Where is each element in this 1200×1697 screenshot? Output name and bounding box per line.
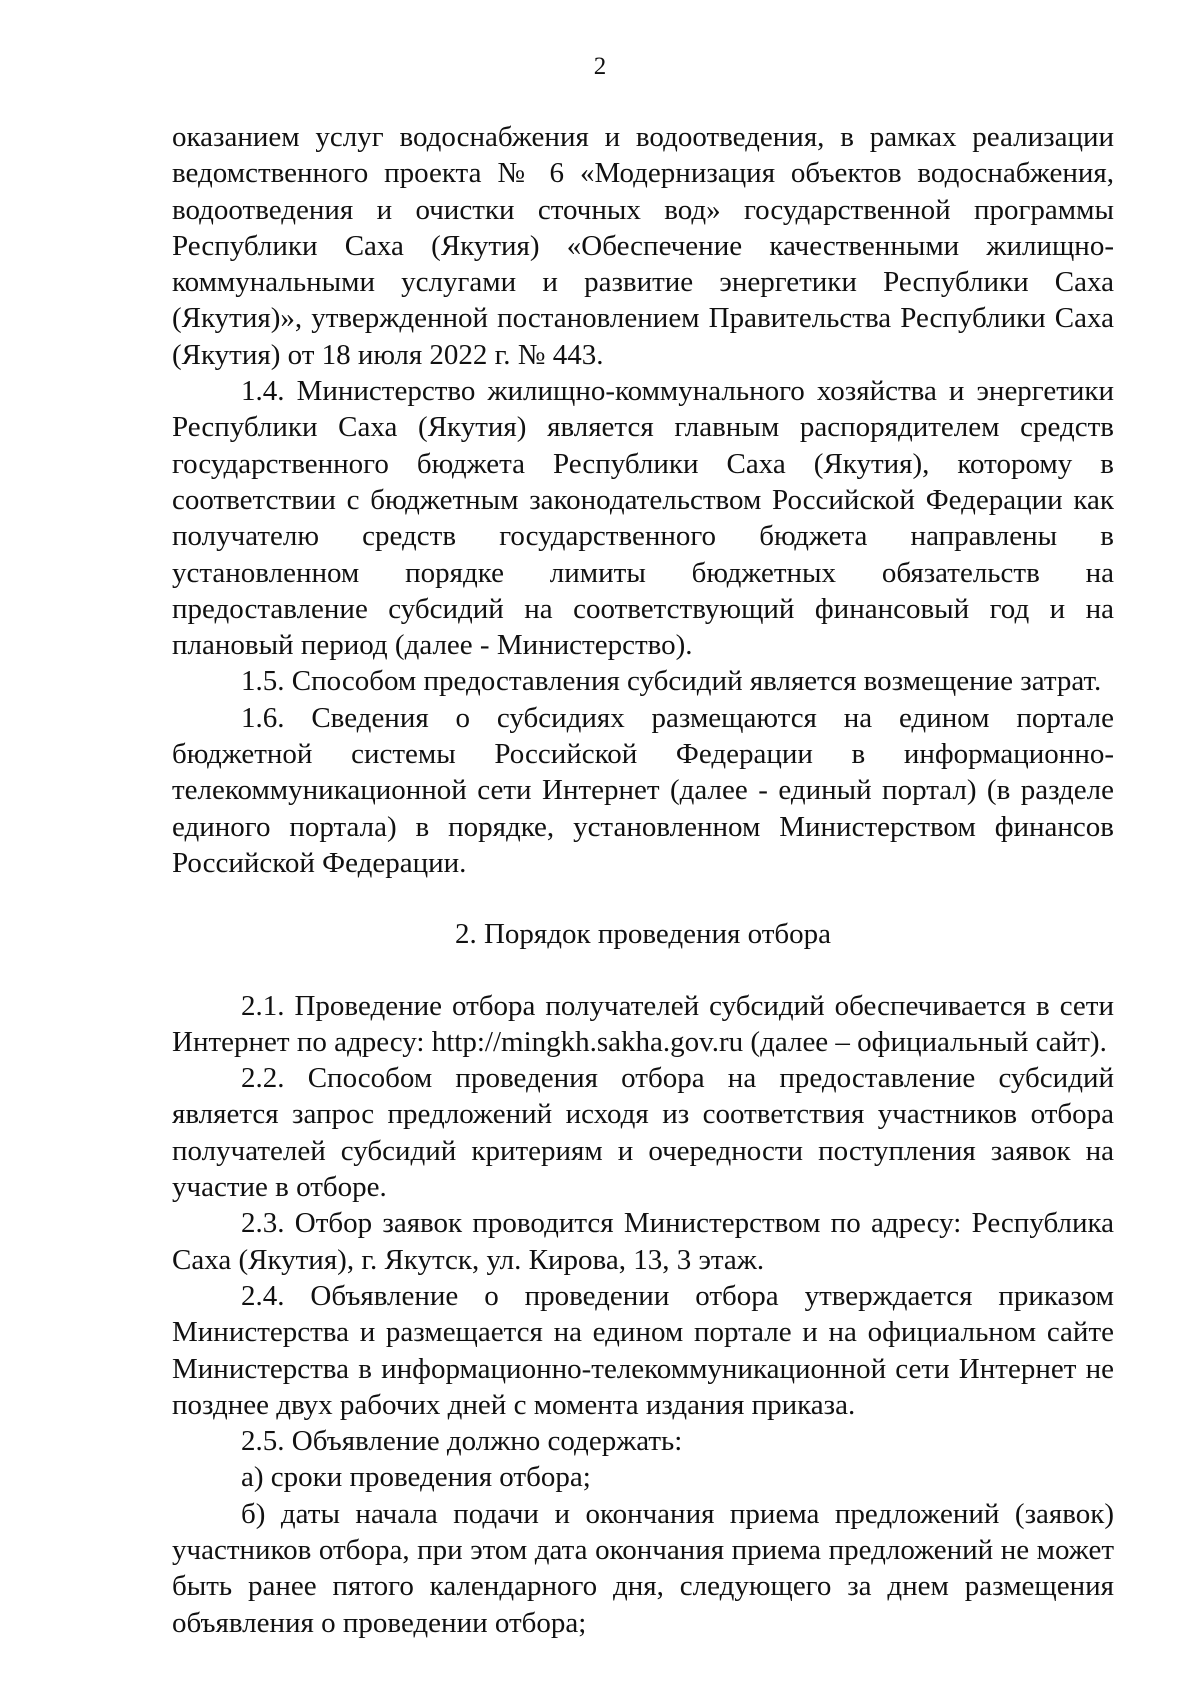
spacer	[172, 953, 1114, 988]
paragraph-1-5: 1.5. Способом предоставления субсидий является возмещение затрат.	[241, 665, 1102, 698]
paragraph-2-5-a: а) сроки проведения отбора;	[241, 1461, 591, 1494]
paragraph-2-4: 2.4. Объявление о проведении отбора утверждается приказом Министерства и размещается на едином портале и на официальном сайте Министерства в информационно-телекоммуникационной сети Интернет не позднее двух рабочих дней с момента издания приказа.	[172, 1279, 1114, 1421]
document-body	[172, 119, 1114, 1641]
paragraph-1-4: 1.4. Министерство жилищно-коммунального хозяйства и энергетики Республики Саха (Якутия) является главным распорядителем средств государственного бюджета Республики Саха (Якутия), которому в соответствии с бюджетным законодательством Российской Федерации как получателю средств государственного бюджета направлены в установленном порядке лимиты бюджетных обязательств на предоставление субсидий на соответствующий финансовый год и на плановый период (далее - Министерство).	[172, 375, 1114, 662]
spacer	[172, 881, 1114, 916]
paragraph-2-1: 2.1. Проведение отбора получателей субсидий обеспечивается в сети Интернет по адресу: http://mingkh.sakha.gov.ru (далее – официальный сайт).	[172, 989, 1114, 1058]
paragraph-2-2: 2.2. Способом проведения отбора на предоставление субсидий является запрос предложений исходя из соответствия участников отбора получателей субсидий критериям и очередности поступления заявок на участие в отборе.	[172, 1062, 1114, 1204]
page-number: 2	[593, 53, 607, 80]
paragraph-2-3: 2.3. Отбор заявок проводится Министерством по адресу: Республика Саха (Якутия), г. Якутск, ул. Кирова, 13, 3 этаж.	[172, 1207, 1114, 1276]
section-heading: 2. Порядок проведения отбора	[454, 918, 832, 951]
paragraph-2-5: 2.5. Объявление должно содержать:	[241, 1425, 683, 1458]
paragraph-1-6: 1.6. Сведения о субсидиях размещаются на едином портале бюджетной системы Российской Федерации в информационно-телекоммуникационной сети Интернет (далее - единый портал) (в разделе единого портала) в порядке, установленном Министерством финансов Российской Федерации.	[172, 701, 1114, 879]
paragraph-continuation: оказанием услуг водоснабжения и водоотведения, в рамках реализации ведомственного проекта № 6 «Модернизация объектов водоснабжения, водоотведения и очистки сточных вод» государственной программы Республики Саха (Якутия) «Обеспечение качественными жилищно-коммунальными услугами и развитие энергетики Республики Саха (Якутия)», утвержденной постановлением Правительства Республики Саха (Якутия) от 18 июля 2022 г. № 443.	[172, 121, 1114, 371]
paragraph-2-5-b: б) даты начала подачи и окончания приема предложений (заявок) участников отбора, при этом дата окончания приема предложений не может быть ранее пятого календарного дня, следующего за днем размещения объявления о проведении отбора;	[172, 1497, 1114, 1639]
